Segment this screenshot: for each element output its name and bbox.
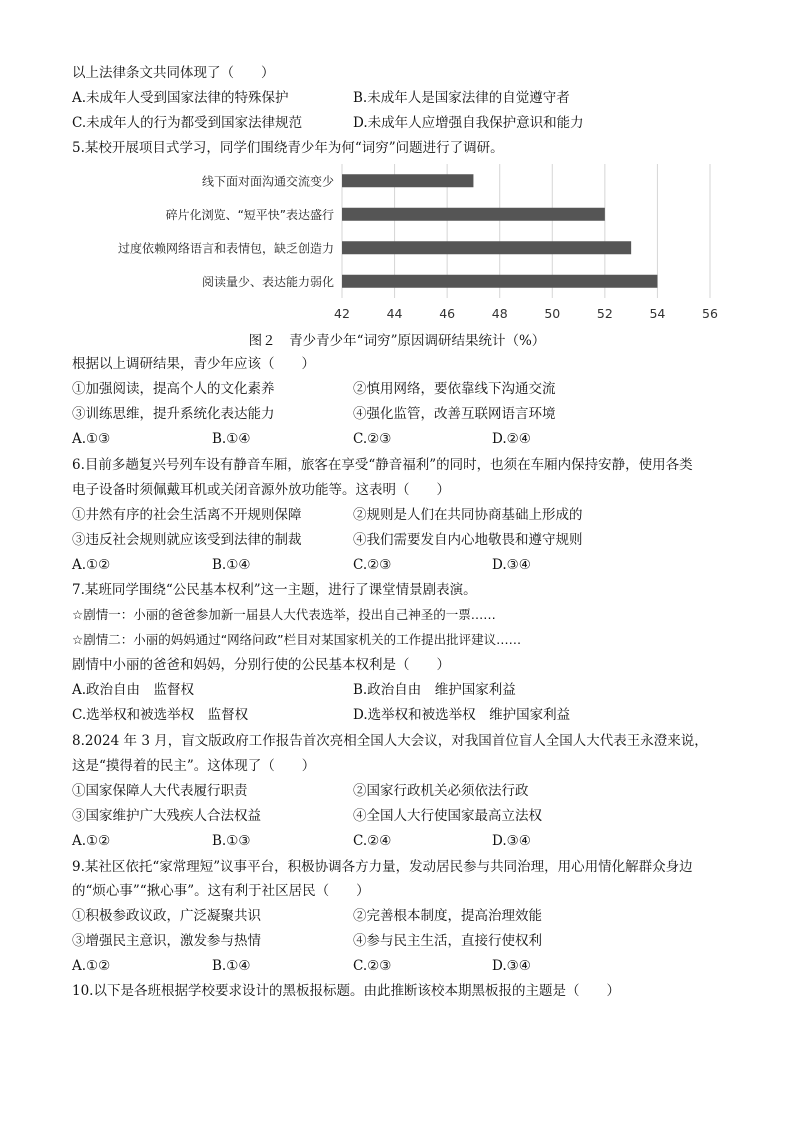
- q8-item-2: ②国家行政机关必须依法行政: [353, 783, 529, 799]
- q6-choice-b: B.①④: [212, 557, 251, 573]
- category-label: 过度依赖网络语言和表情包，缺乏创造力: [117, 241, 334, 256]
- q8-choice-b: B.①③: [212, 833, 251, 849]
- q6-item-4: ④我们需要发自内心地敬畏和遵守规则: [353, 532, 583, 548]
- x-tick-label: 48: [491, 306, 508, 321]
- q9-choice-d: D.③④: [492, 958, 531, 974]
- x-tick-label: 52: [596, 306, 613, 321]
- q5-choice-b: B.①④: [212, 431, 251, 447]
- bar: [342, 208, 605, 221]
- q6-choice-a: A.①②: [72, 557, 111, 573]
- q9-stem-line2: 的“烦心事”“揪心事”。这有利于社区居民（ ）: [72, 883, 370, 899]
- q5-follow: 根据以上调研结果，青少年应该（ ）: [72, 356, 315, 372]
- category-label: 碎片化浏览、“短平快”表达盛行: [165, 207, 334, 222]
- q9-choice-b: B.①④: [212, 958, 251, 974]
- category-label: 阅读量少、表达能力弱化: [201, 274, 334, 289]
- q5-item-3: ③训练思维，提升系统化表达能力: [72, 406, 275, 422]
- category-label: 线下面对面沟通交流变少: [201, 174, 334, 189]
- q4-option-c: C.未成年人的行为都受到国家法律规范: [72, 115, 303, 131]
- q9-item-3: ③增强民主意识，激发参与热情: [72, 933, 261, 949]
- x-tick-label: 44: [386, 306, 403, 321]
- q8-stem-line2: 这是“摸得着的民主”。这体现了（ ）: [72, 758, 316, 774]
- bar-chart: [60, 160, 730, 325]
- x-tick-label: 42: [334, 306, 350, 321]
- q8-stem-line1: 8.2024 年 3 月，盲文版政府工作报告首次亮相全国人大会议，对我国首位盲人全国人大代表王永澄来说，: [72, 733, 708, 749]
- q7-option-a: A.政治自由 监督权: [72, 682, 195, 698]
- q5-item-1: ①加强阅读，提高个人的文化素养: [72, 381, 275, 397]
- q4-stem: 以上法律条文共同体现了（ ）: [72, 65, 275, 81]
- q9-choice-a: A.①②: [72, 958, 111, 974]
- bar: [342, 275, 657, 288]
- q6-item-3: ③违反社会规则就应该受到法律的制裁: [72, 532, 302, 548]
- q7-option-d: D.选举权和被选举权 维护国家利益: [353, 707, 571, 723]
- q8-item-1: ①国家保障人大代表履行职责: [72, 783, 248, 799]
- q5-stem: 5.某校开展项目式学习，同学们围绕青少年为何“词穷”问题进行了调研。: [72, 140, 504, 156]
- q5-choice-d: D.②④: [492, 431, 531, 447]
- x-tick-label: 54: [649, 306, 666, 321]
- q8-item-4: ④全国人大行使国家最高立法权: [353, 808, 542, 824]
- q5-item-4: ④强化监管，改善互联网语言环境: [353, 406, 556, 422]
- q5-choice-c: C.②③: [353, 431, 392, 447]
- q6-stem-line1: 6.目前多趟复兴号列车设有静音车厢，旅客在享受“静音福利”的同时，也须在车厢内保持安静，使用各类: [72, 457, 693, 473]
- q7-option-b: B.政治自由 维护国家利益: [353, 682, 516, 698]
- q8-choice-a: A.①②: [72, 833, 111, 849]
- q9-item-2: ②完善根本制度，提高治理效能: [353, 908, 542, 924]
- q7-option-c: C.选举权和被选举权 监督权: [72, 707, 249, 723]
- q6-item-2: ②规则是人们在共同协商基础上形成的: [353, 507, 583, 523]
- q7-scene-2: ☆剧情二：小丽的妈妈通过“网络问政”栏目对某国家机关的工作提出批评建议……: [72, 632, 522, 647]
- q4-option-d: D.未成年人应增强自我保护意识和能力: [353, 115, 584, 131]
- q6-stem-line2: 电子设备时须佩戴耳机或关闭音源外放功能等。这表明（ ）: [72, 482, 450, 498]
- q6-choice-d: D.③④: [492, 557, 531, 573]
- x-tick-label: 50: [544, 306, 561, 321]
- q7-follow: 剧情中小丽的爸爸和妈妈，分别行使的公民基本权利是（ ）: [72, 657, 450, 673]
- q9-item-4: ④参与民主生活，直接行使权利: [353, 933, 542, 949]
- q4-option-b: B.未成年人是国家法律的自觉遵守者: [353, 90, 570, 106]
- q6-choice-c: C.②③: [353, 557, 392, 573]
- q8-item-3: ③国家维护广大残疾人合法权益: [72, 808, 261, 824]
- q9-choice-c: C.②③: [353, 958, 392, 974]
- bar: [342, 174, 473, 187]
- q7-scene-1: ☆剧情一：小丽的爸爸参加新一届县人大代表选举，投出自己神圣的一票……: [72, 607, 496, 622]
- q7-stem: 7.某班同学围绕“公民基本权利”这一主题，进行了课堂情景剧表演。: [72, 582, 477, 598]
- bar: [342, 241, 631, 254]
- q8-choice-c: C.②④: [353, 833, 392, 849]
- q5-item-2: ②慎用网络，要依靠线下沟通交流: [353, 381, 556, 397]
- q5-choice-a: A.①③: [72, 431, 111, 447]
- q9-item-1: ①积极参政议政，广泛凝聚共识: [72, 908, 261, 924]
- q4-option-a: A.未成年人受到国家法律的特殊保护: [72, 90, 289, 106]
- chart-caption: 图２ 青少青少年“词穷”原因调研结果统计（%）: [248, 333, 546, 349]
- q8-choice-d: D.③④: [492, 833, 531, 849]
- x-tick-label: 46: [439, 306, 456, 321]
- q6-item-1: ①井然有序的社会生活离不开规则保障: [72, 507, 302, 523]
- q10-stem: 10.以下是各班根据学校要求设计的黑板报标题。由此推断该校本期黑板报的主题是（ ）: [72, 983, 620, 999]
- x-tick-label: 56: [702, 306, 718, 321]
- q9-stem-line1: 9.某社区依托“家常理短”议事平台，积极协调各方力量，发动居民参与共同治理，用心用情化解群众身边: [72, 859, 693, 875]
